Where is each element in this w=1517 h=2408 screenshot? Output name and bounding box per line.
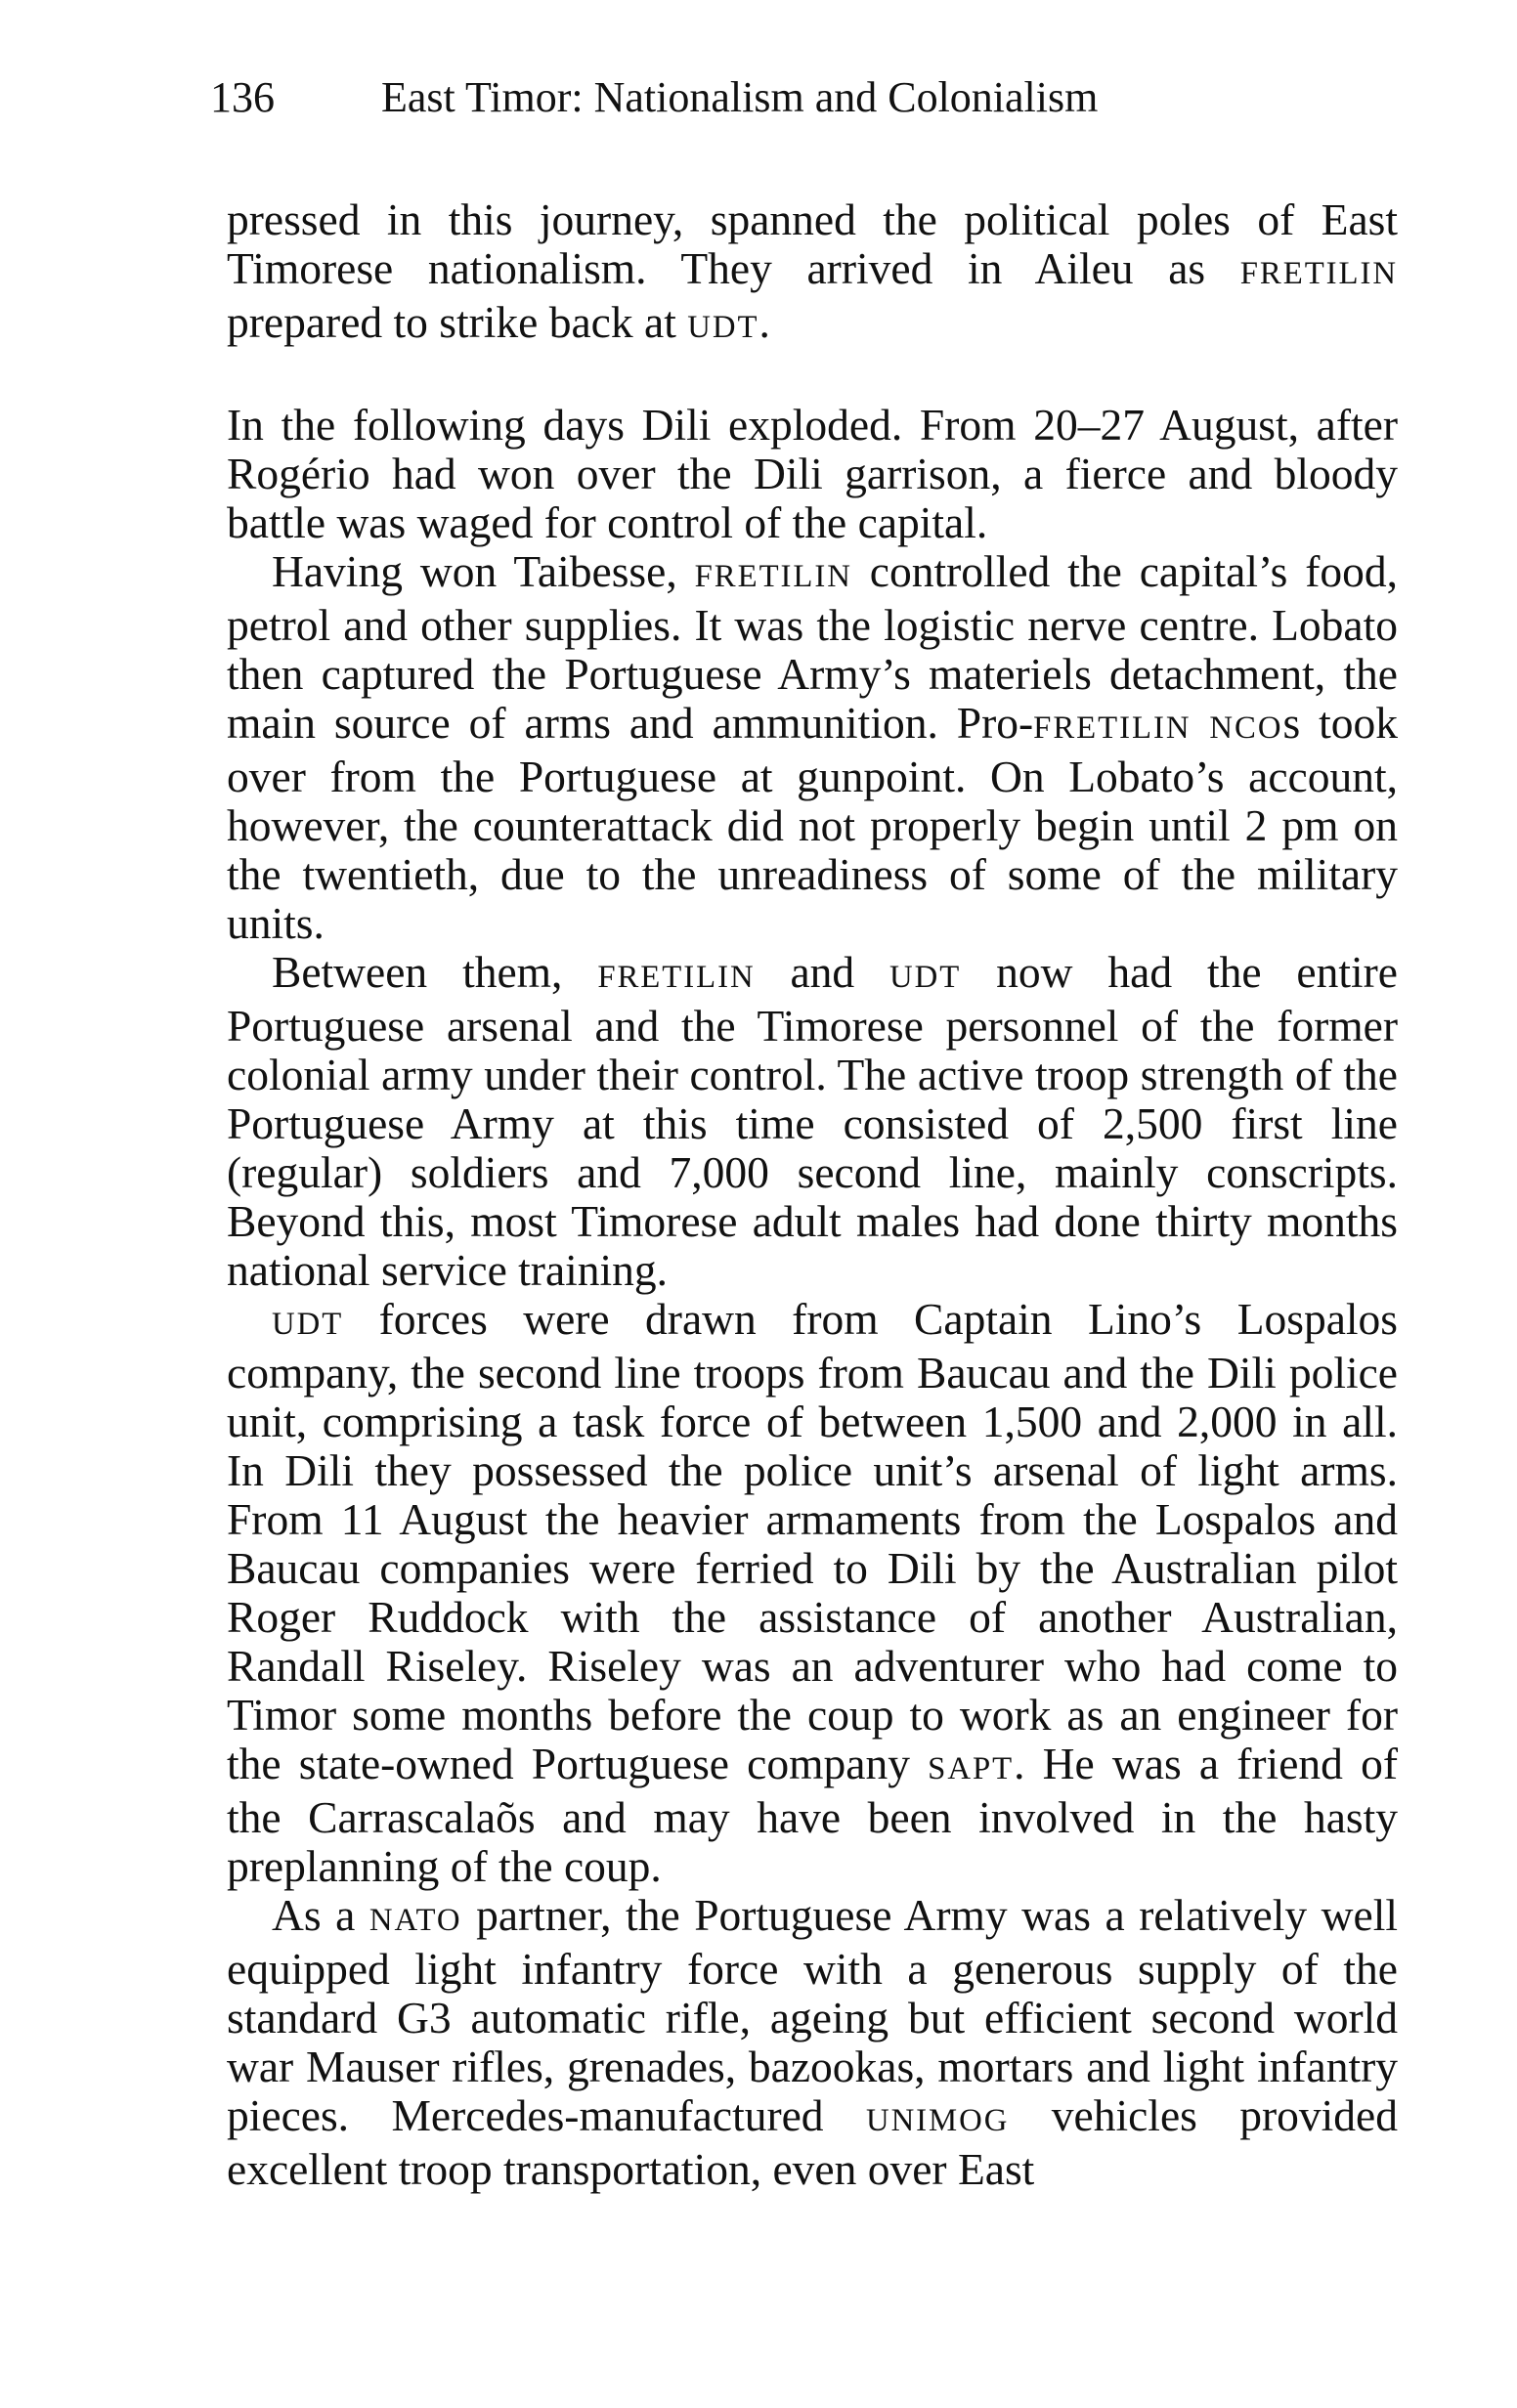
text-run: prepared to strike back at (227, 297, 688, 347)
body-text (227, 195, 1398, 2194)
paragraph-4 (227, 948, 1398, 1295)
smallcaps-run: FRETILIN (694, 559, 852, 594)
text-run: . He was a friend of the Carrascalaõs and may have been involved in the hasty preplanning of the coup. (227, 1739, 1398, 1891)
smallcaps-run: SAPT (928, 1751, 1015, 1786)
smallcaps-run: UNIMOG (865, 2103, 1010, 2138)
smallcaps-run: FRETILIN (1239, 256, 1398, 291)
text-run: vehicles provided excellent troop transportation, even over East (227, 2090, 1398, 2194)
running-head: East Timor: Nationalism and Colonialism (381, 73, 1099, 121)
smallcaps-run: FRETILIN (597, 960, 756, 995)
smallcaps-run: NATO (368, 1903, 462, 1938)
text-run: As a (272, 1890, 369, 1940)
text-run: s took over from the Portuguese at gunpoint. On Lobato’s account, however, the counterattack did not properly begin until 2 pm on the twentieth, due to the unreadiness of some of the military units. (227, 698, 1399, 948)
paragraph-3 (227, 547, 1398, 948)
text-run: pressed in this journey, spanned the political poles of East Timorese nationalism. They arrived in Aileu as (227, 194, 1398, 293)
text-run: partner, the Portuguese Army was a relatively well equipped light infantry force with a generous supply of the standard G3 automatic rifle, ageing but efficient second world war Mauser rifles, grenades, bazookas, mortars and light infantry pieces. Mercedes-manufactured (227, 1890, 1398, 2140)
smallcaps-run: NCO (1209, 710, 1283, 746)
page-number: 136 (210, 73, 275, 121)
text-run: controlled the capital’s food, petrol and other supplies. It was the logistic nerve centre. Lobato then captured the Portuguese Army’s materiels detachment, the main source of arms and ammunition. Pro- (227, 546, 1398, 748)
text-run: Having won Taibesse, (272, 546, 695, 596)
smallcaps-run: UDT (687, 310, 759, 345)
paragraph-6 (227, 1891, 1398, 2194)
text-run: . (758, 297, 770, 347)
smallcaps-run: UDT (889, 960, 962, 995)
paragraph-2 (227, 401, 1398, 547)
text-run (1191, 698, 1209, 748)
smallcaps-run: UDT (272, 1307, 344, 1342)
page-header (210, 68, 1383, 127)
text-run: forces were drawn from Captain Lino’s Lospalos company, the second line troops from Baucau and the Dili police unit, comprising a task force of between 1,500 and 2,000 in all. In Dili they possessed the police unit’s arsenal of light arms. From 11 August the heavier armaments from the Lospalos and Baucau companies were ferried to Dili by the Australian pilot Roger Ruddock with the assistance of another Australian, Randall Riseley. Riseley was an adventurer who had come to Timor some months before the coup to work as an engineer for the state-owned Portuguese company (227, 1294, 1398, 1788)
text-run: In the following days Dili exploded. From 20–27 August, after Rogério had won over the Dili garrison, a fierce and bloody battle was waged for control of the capital. (227, 400, 1398, 547)
text-run: now had the entire Portuguese arsenal and the Timorese personnel of the former colonial army under their control. The active troop strength of the Portuguese Army at this time consisted of 2,500 first line (regular) soldiers and 7,000 second line, mainly conscripts. Beyond this, most Timorese adult males had done thirty months national service training. (227, 947, 1399, 1295)
paragraph-1 (227, 195, 1398, 352)
smallcaps-run: FRETILIN (1033, 710, 1192, 746)
text-run: and (755, 947, 890, 997)
paragraph-5 (227, 1295, 1398, 1891)
text-run: Between them, (272, 947, 598, 997)
